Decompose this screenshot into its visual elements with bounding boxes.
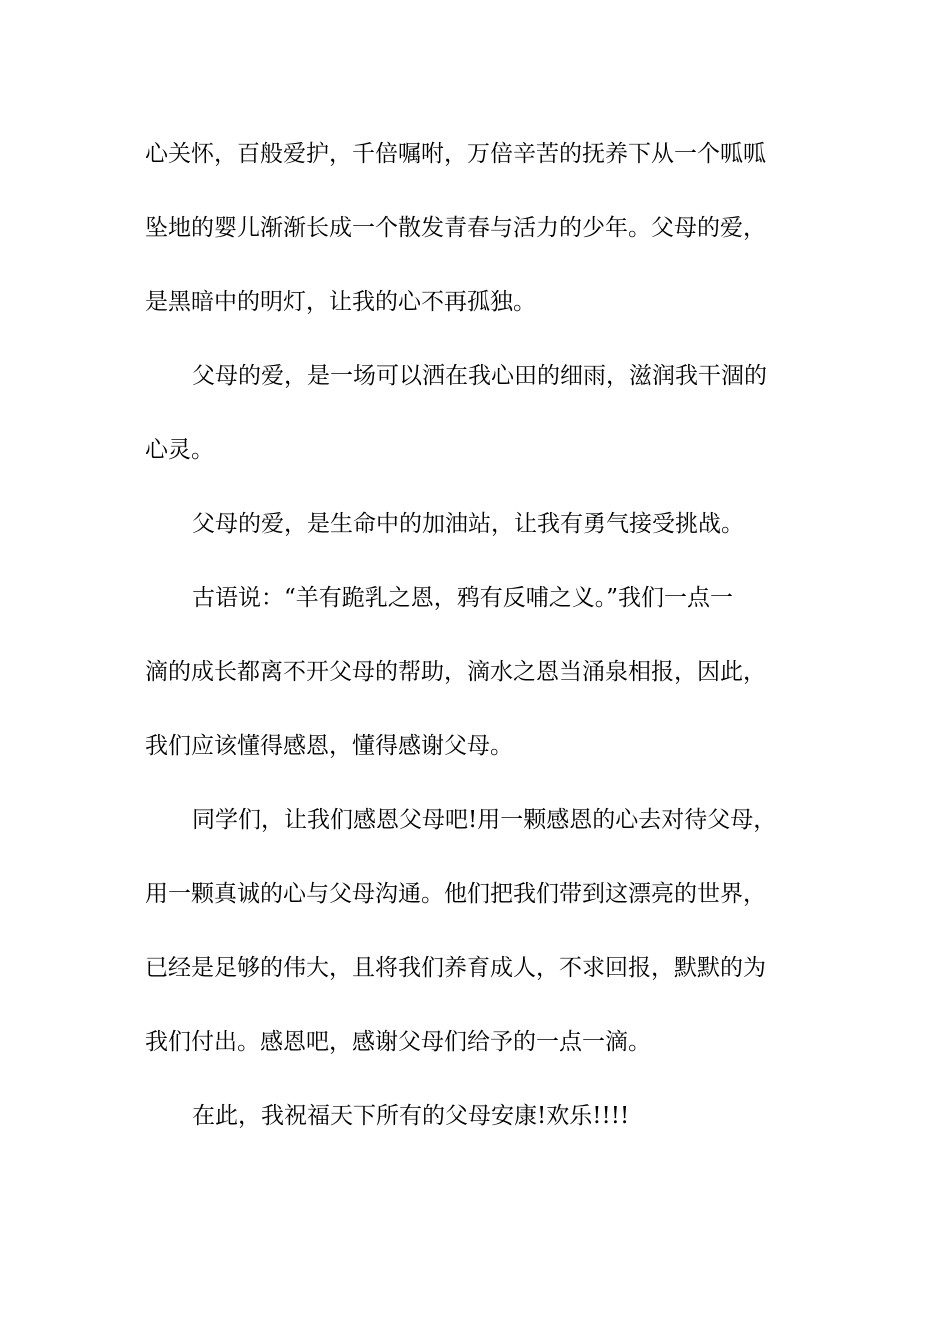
text-line-7: 古语说：“羊有跪乳之恩，鸦有反哺之义。”我们一点一 — [192, 585, 734, 611]
text-line-14: 在此，我祝福天下所有的父母安康!欢乐!!!! — [192, 1103, 630, 1129]
text-line-13: 我们付出。感恩吧，感谢父母们给予的一点一滴。 — [145, 1029, 651, 1055]
body-text — [145, 126, 815, 1162]
text-line-2: 坠地的婴儿渐渐长成一个散发青春与活力的少年。父母的爱， — [145, 215, 766, 241]
text-line-11: 用一颗真诚的心与父母沟通。他们把我们带到这漂亮的世界， — [145, 881, 766, 907]
text-line-8: 滴的成长都离不开父母的帮助，滴水之恩当涌泉相报，因此， — [145, 659, 766, 685]
text-line-9: 我们应该懂得感恩，懂得感谢父母。 — [145, 733, 513, 759]
text-line-1: 心关怀，百般爱护，千倍嘱咐，万倍辛苦的抚养下从一个呱呱 — [145, 141, 766, 167]
text-line-10: 同学们，让我们感恩父母吧!用一颗感恩的心去对待父母， — [192, 807, 777, 833]
text-line-6: 父母的爱，是生命中的加油站，让我有勇气接受挑战。 — [192, 511, 744, 537]
text-line-5: 心灵。 — [145, 437, 214, 463]
text-line-4: 父母的爱，是一场可以洒在我心田的细雨，滋润我干涸的 — [192, 363, 767, 389]
text-line-3: 是黑暗中的明灯，让我的心不再孤独。 — [145, 289, 536, 315]
text-line-12: 已经是足够的伟大，且将我们养育成人，不求回报，默默的为 — [145, 955, 766, 981]
